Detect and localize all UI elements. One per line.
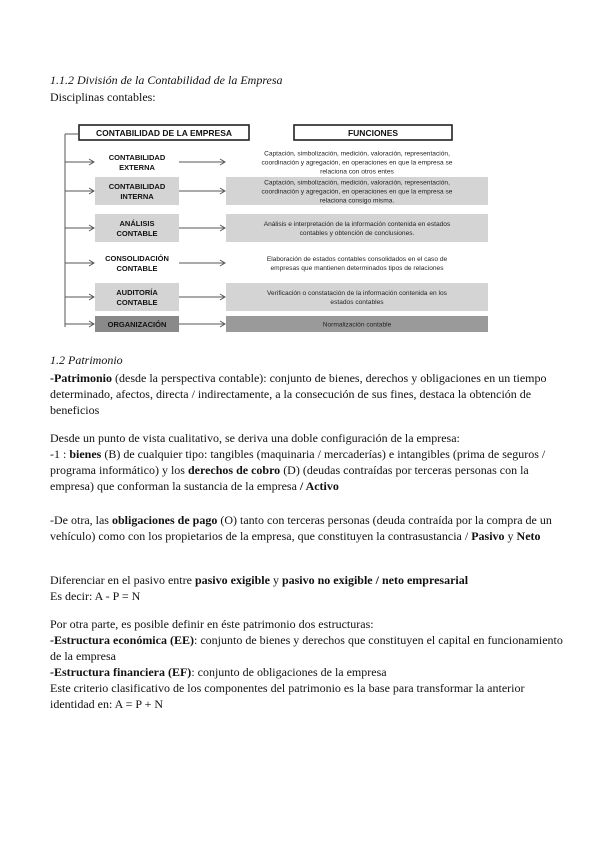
diagram-rows <box>65 148 488 332</box>
discipline-name: ORGANIZACIÓN <box>107 320 167 329</box>
text-fragment: (D) (deudas contraídas por terceras personas con la empresa) que conforman la sustancia de la empresa <box>50 463 529 493</box>
paragraph-bienes <box>50 446 570 494</box>
term-pasivo: Pasivo <box>471 529 505 543</box>
diagram-row <box>65 316 488 332</box>
function-box <box>226 249 488 277</box>
diagram-row <box>65 177 488 205</box>
diagram-row <box>65 148 488 176</box>
paragraph-ee <box>50 632 570 664</box>
paragraph-patrimonio <box>50 370 570 418</box>
term-neto: Neto <box>516 529 541 543</box>
text-fragment: y <box>504 529 517 543</box>
term-ee: -Estructura económica (EE) <box>50 633 194 647</box>
text-fragment: Diferenciar en el pasivo entre <box>50 573 195 587</box>
term-patrimonio: Patrimonio <box>54 371 112 385</box>
term-pasivo-no-exigible: pasivo no exigible / neto empresarial <box>281 573 469 587</box>
paragraph-obligaciones <box>50 512 570 544</box>
paragraph-dash: - <box>50 371 54 385</box>
function-description: relaciona con otros entes <box>320 168 394 176</box>
function-description: empresas que mantienen determinados tipos de relaciones <box>270 265 444 272</box>
function-description: Captación, simbolización, medición, valoración, representación, <box>264 150 450 158</box>
discipline-name: CONTABILIDAD <box>108 153 166 162</box>
discipline-name: CONTABILIDAD <box>108 182 166 191</box>
disciplines-label: Disciplinas contables: <box>50 90 156 104</box>
discipline-name: EXTERNA <box>119 163 155 172</box>
term-ef: -Estructura financiera (EF) <box>50 665 192 679</box>
function-box <box>226 214 488 242</box>
paragraph-text: (desde la perspectiva contable): conjunto de bienes, derechos y obligaciones en un tiempo determinado, afectos, directa / indirectamente, a la consecución de sus fines, destaca la obtención de beneficios <box>50 371 547 417</box>
section-heading-division: 1.1.2 División de la Contabilidad de la Empresa <box>50 73 283 87</box>
paragraph-pasivo <box>50 572 570 588</box>
discipline-name: CONTABLE <box>116 264 158 273</box>
text-fragment: : conjunto de obligaciones de la empresa <box>191 665 387 679</box>
diagram-row <box>65 283 488 311</box>
function-description: coordinación y agregación, en operaciones en que la empresa se <box>261 188 453 196</box>
function-description: Normalización contable <box>322 321 392 329</box>
text-fragment: -1 : <box>50 447 70 461</box>
discipline-name: CONSOLIDACIÓN <box>105 254 169 263</box>
function-description: Análisis e interpretación de la información contenida en estados <box>263 221 451 228</box>
paragraph-ef <box>50 664 570 680</box>
text-fragment: -De otra, las <box>50 513 112 527</box>
diagram-row <box>65 249 488 277</box>
text-fragment: y <box>269 573 282 587</box>
term-activo: / Activo <box>299 479 339 493</box>
function-description: Elaboración de estados contables consolidados en el caso de <box>266 256 448 263</box>
section-heading-patrimonio: 1.2 Patrimonio <box>50 353 123 367</box>
function-description: coordinación y agregación, en operaciones en que la empresa se <box>261 159 453 167</box>
function-box <box>226 283 488 311</box>
function-description: relaciona consigo misma. <box>319 197 395 205</box>
equation-a-p-n: Es decir: A - P = N <box>50 589 141 603</box>
discipline-name: CONTABLE <box>116 298 158 307</box>
text-fragment: (O) tanto con terceras personas (deuda contraída por la compra de un vehículo) como con los propietarios de la empresa, que constituyen la contrasustancia / <box>50 513 552 543</box>
discipline-name: CONTABLE <box>116 229 158 238</box>
term-pasivo-exigible: pasivo exigible <box>194 573 270 587</box>
main-header-text: CONTABILIDAD DE LA EMPRESA <box>96 128 232 138</box>
discipline-name: ANÁLISIS <box>119 219 155 228</box>
discipline-name: INTERNA <box>120 192 154 201</box>
diagram-row <box>65 214 488 242</box>
functions-header-text: FUNCIONES <box>347 128 399 138</box>
function-description: contables y obtención de conclusiones. <box>299 230 415 237</box>
paragraph-estructuras: Por otra parte, es posible definir en éste patrimonio dos estructuras: <box>50 617 374 631</box>
discipline-name: AUDITORÍA <box>116 288 158 297</box>
function-description: estados contables <box>330 299 384 306</box>
paragraph-qualitative: Desde un punto de vista cualitativo, se deriva una doble configuración de la empresa: <box>50 431 460 445</box>
term-bienes: bienes <box>69 447 102 461</box>
text-fragment: (B) de cualquier tipo: tangibles (maquinaria / mercaderías) e intangibles (prima de seguros / programa informático) y los <box>50 447 546 477</box>
paragraph-identidad: Este criterio clasificativo de los componentes del patrimonio es la base para transformar la anterior identidad en: A = P + N <box>50 681 525 711</box>
function-description: Verificación o constatación de la información contenida en los <box>267 290 447 297</box>
term-obligaciones-pago: obligaciones de pago <box>111 513 218 527</box>
term-derechos-cobro: derechos de cobro <box>187 463 281 477</box>
function-description: Captación, simbolización, medición, valoración, representación, <box>264 179 450 187</box>
text-fragment: : conjunto de bienes y derechos que constituyen el capital en funcionamiento de la empresa <box>50 633 563 663</box>
